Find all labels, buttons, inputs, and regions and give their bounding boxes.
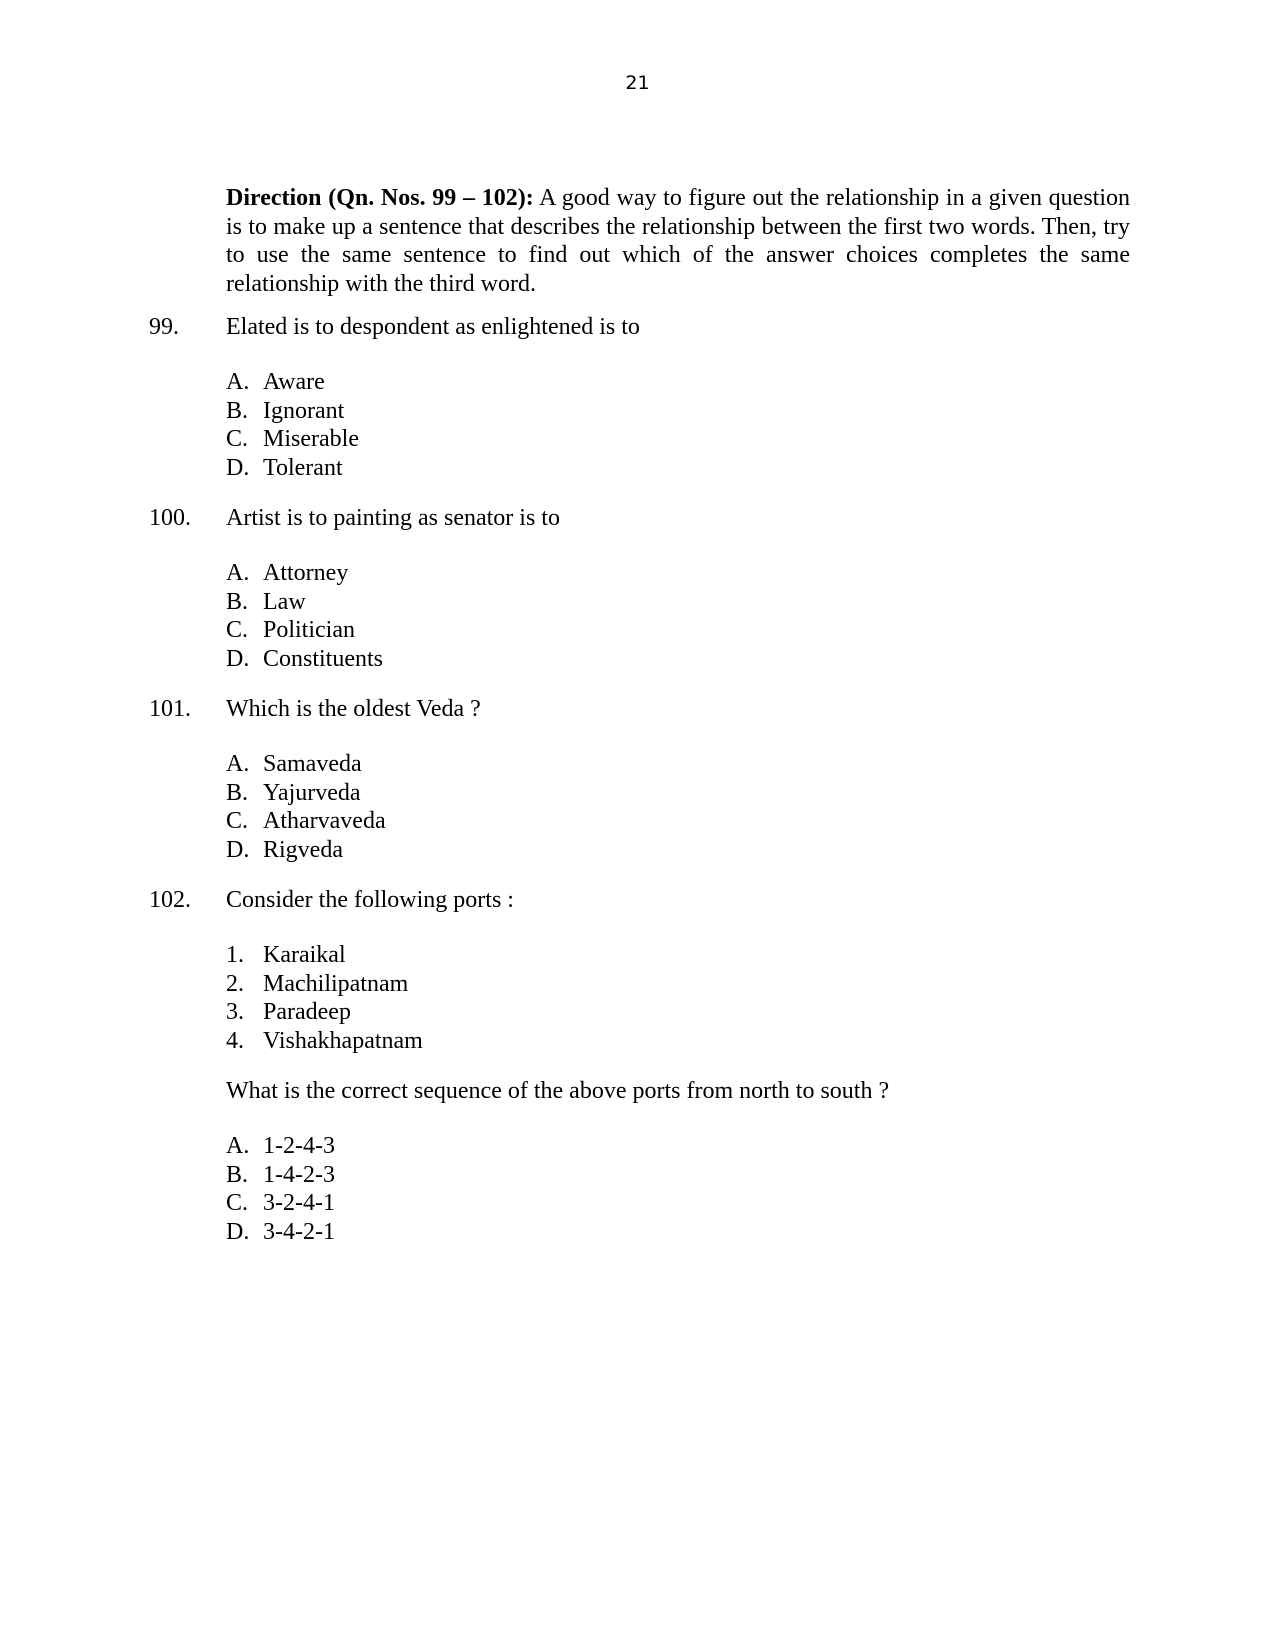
option-key: C. [226,808,249,835]
direction-paragraph [226,184,1130,298]
option-text: Tolerant [263,455,343,482]
option-c [226,807,386,836]
option-text: Samaveda [263,751,362,777]
option-text: Attorney [263,560,349,586]
option-b [226,1161,335,1190]
option-b [226,779,386,808]
question-text: Elated is to despondent as enlightened is to [226,314,640,340]
question-text: Which is the oldest Veda ? [226,696,481,722]
option-key: B. [226,588,249,615]
option-key: A. [226,560,250,586]
item-key: 3. [226,999,244,1026]
option-key: C. [226,1190,249,1217]
option-key: C. [226,617,249,644]
option-text: Atharvaveda [263,808,386,835]
option-a [226,559,383,588]
port-list [226,941,423,1056]
item-key: 1. [226,942,244,968]
answer-options [226,1132,335,1247]
question-text: Artist is to painting as senator is to [226,505,560,531]
option-key: D. [226,1219,250,1246]
option-b [226,588,383,617]
option-text: Aware [263,369,325,395]
option-text: 3-4-2-1 [263,1219,335,1246]
item-text: Vishakhapatnam [263,1028,423,1055]
option-key: A. [226,369,250,395]
option-key: B. [226,779,249,806]
direction-text: A good way to figure out the relationship in a given question is to make up a sentence that describes the relationship between the first two words. Then, try to use the same sentence to find out which of the answer choices completes the same relationship with the third word. [226,185,1130,297]
option-d [226,645,383,674]
option-key: D. [226,837,250,864]
item-text: Machilipatnam [263,970,409,997]
option-d [226,454,359,483]
option-key: D. [226,646,250,673]
answer-options [226,750,386,865]
option-c [226,1189,335,1218]
option-b [226,397,359,426]
option-d [226,836,386,865]
port-item [226,1027,423,1056]
question-number: 100. [149,505,191,531]
port-item [226,970,423,999]
option-text: 1-2-4-3 [263,1133,335,1159]
option-key: D. [226,455,250,482]
option-text: Ignorant [263,397,345,424]
option-text: Law [263,588,306,615]
option-c [226,425,359,454]
option-a [226,368,359,397]
question-text: Consider the following ports : [226,887,514,913]
option-key: B. [226,1161,249,1188]
port-item [226,941,423,970]
answer-options [226,368,359,483]
option-text: Yajurveda [263,779,361,806]
item-key: 2. [226,970,244,997]
port-item [226,998,423,1027]
option-text: Politician [263,617,355,644]
option-text: 1-4-2-3 [263,1161,335,1188]
page-number: 21 [625,72,650,94]
option-text: 3-2-4-1 [263,1190,335,1217]
option-a [226,1132,335,1161]
answer-options [226,559,383,674]
option-text: Rigveda [263,837,343,864]
followup-question-text: What is the correct sequence of the above ports from north to south ? [226,1078,890,1104]
option-key: A. [226,751,250,777]
option-d [226,1218,335,1247]
item-text: Karaikal [263,942,346,968]
option-key: C. [226,426,249,453]
option-a [226,750,386,779]
item-key: 4. [226,1028,244,1055]
option-text: Constituents [263,646,384,673]
question-number: 99. [149,314,179,340]
option-c [226,616,383,645]
option-text: Miserable [263,426,359,453]
question-number: 101. [149,696,191,722]
question-number: 102. [149,887,191,913]
direction-label: Direction (Qn. Nos. 99 – 102): [226,185,534,211]
option-key: B. [226,397,249,424]
item-text: Paradeep [263,999,351,1026]
option-key: A. [226,1133,250,1159]
